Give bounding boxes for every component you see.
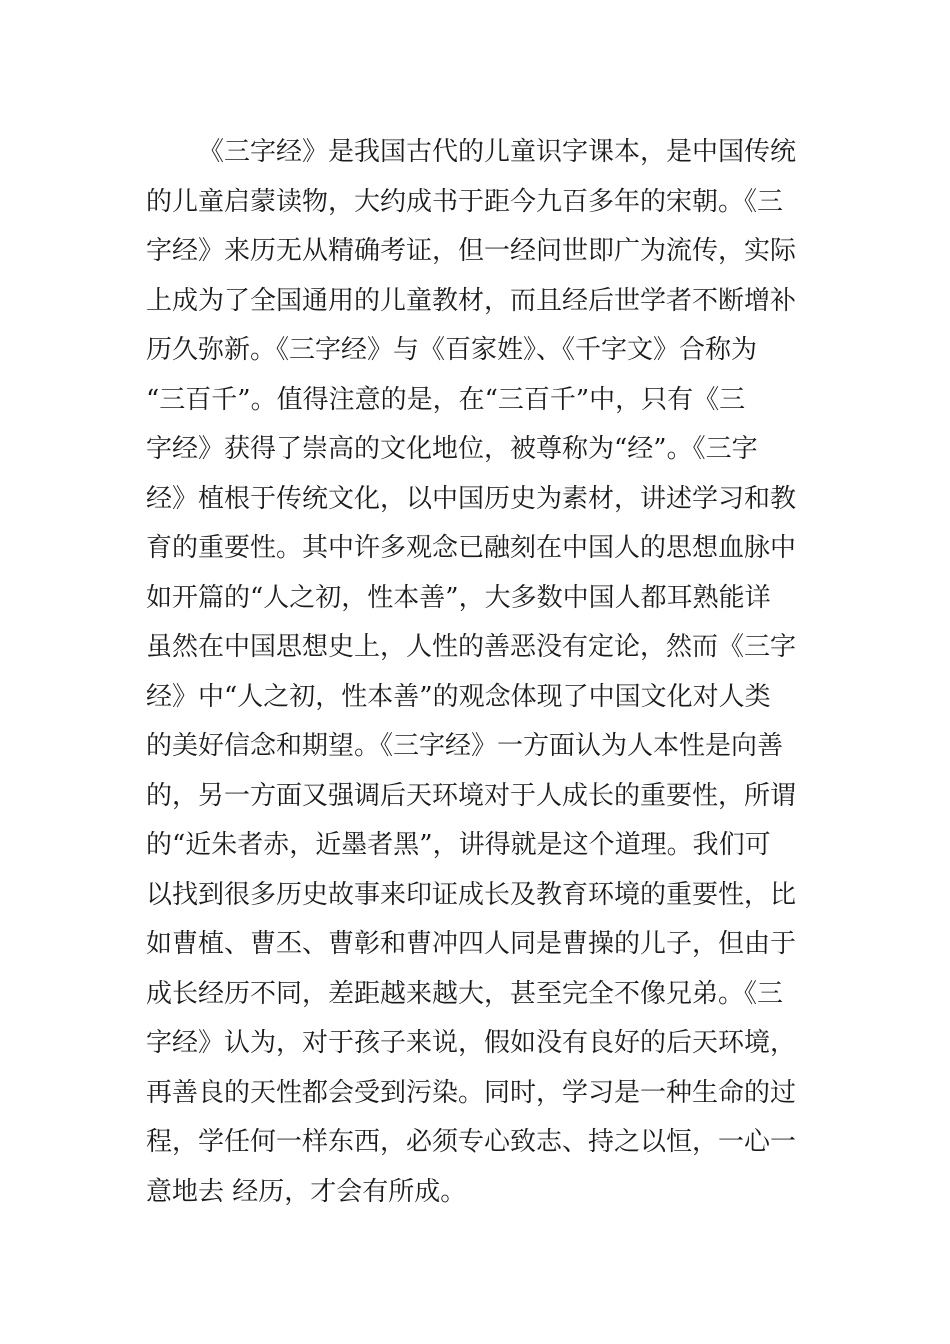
paragraph-line: 如曹植、曹丕、曹彰和曹冲四人同是曹操的儿子，但由于: [146, 929, 797, 959]
paragraph-line: 字经》来历无从精确考证，但一经问世即广为流传，实际: [146, 236, 797, 266]
paragraph-line: “三百千”。值得注意的是，在“三百千”中，只有《三: [146, 384, 746, 415]
paragraph-line: 成长经历不同，差距越来越大，甚至完全不像兄弟。《三: [146, 978, 784, 1009]
paragraph-line: 上成为了全国通用的儿童教材，而且经后世学者不断增补: [146, 285, 797, 316]
paragraph-line: 程，学任何一样东西，必须专心致志、持之以恒，一心一: [146, 1127, 797, 1157]
paragraph-line: 虽然在中国思想史上，人性的善恶没有定论，然而《三字: [146, 632, 797, 662]
paragraph-line: 的“近朱者赤，近墨者黑”，讲得就是这个道理。我们可: [146, 830, 771, 860]
paragraph-line: 的，另一方面又强调后天环境对于人成长的重要性，所谓: [146, 780, 797, 811]
paragraph-line: 意地去 经历，才会有所成。: [146, 1176, 467, 1207]
paragraph-line: 字经》获得了崇高的文化地位，被尊称为“经”。《三字: [146, 434, 758, 464]
paragraph-line: 如开篇的“人之初，性本善”，大多数中国人都耳熟能详: [146, 582, 771, 613]
paragraph-line: 以找到很多历史故事来印证成长及教育环境的重要性，比: [146, 879, 797, 910]
paragraph-line: 经》植根于传统文化，以中国历史为素材，讲述学习和教: [146, 483, 797, 514]
paragraph-line: 字经》认为，对于孩子来说，假如没有良好的后天环境，: [146, 1028, 797, 1058]
paragraph-line: 育的重要性。其中许多观念已融刻在中国人的思想血脉中: [146, 533, 797, 563]
paragraph-line: 经》中“人之初，性本善”的观念体现了中国文化对人类: [146, 681, 771, 712]
paragraph-line: 的儿童启蒙读物，大约成书于距今九百多年的宋朝。《三: [146, 186, 784, 217]
paragraph-line: 《三字经》是我国古代的儿童识字课本，是中国传统: [198, 137, 797, 167]
paragraph-line: 历久弥新。《三字经》与《百家姓》、《千字文》合称为: [146, 335, 758, 365]
body-paragraph: [146, 128, 816, 1217]
paragraph-line: 再善良的天性都会受到污染。同时，学习是一种生命的过: [146, 1077, 797, 1108]
paragraph-line: 的美好信念和期望。《三字经》一方面认为人本性是向善: [146, 731, 784, 761]
